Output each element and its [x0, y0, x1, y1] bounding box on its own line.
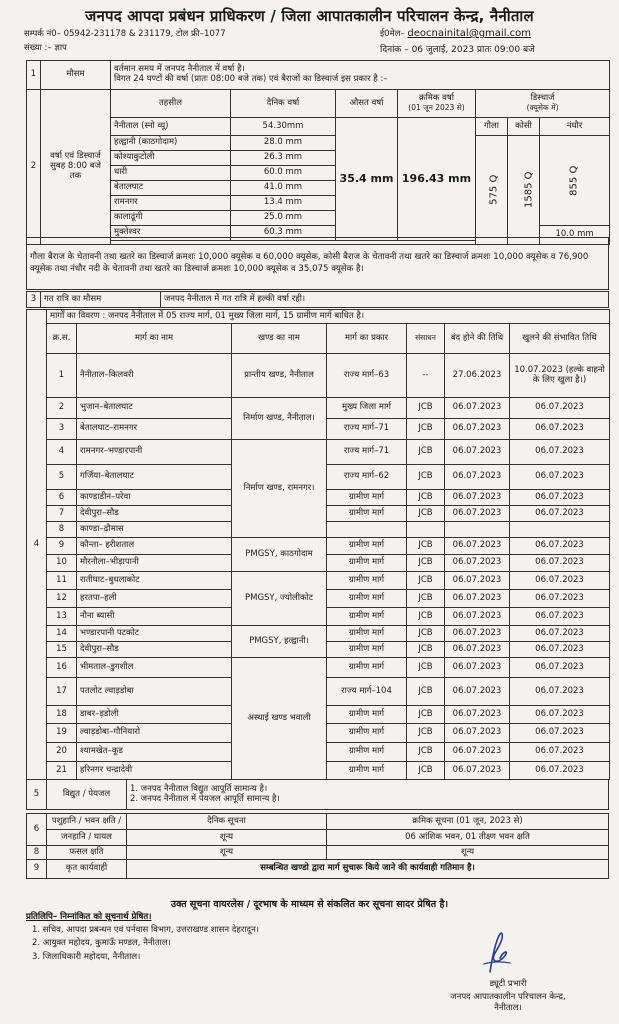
road-open-date: 06.07.2023 — [510, 572, 610, 590]
header-open: खुलने की संभावित तिथि — [510, 324, 610, 354]
road-closed-date: 06.07.2023 — [445, 490, 510, 506]
road-resource: JCB — [407, 538, 445, 555]
road-division: PMGSY, काठगोदाम — [232, 538, 327, 572]
road-type: ग्रामीण मार्ग — [327, 555, 407, 572]
header-cum-rain-label: क्रमिक वर्षा — [419, 93, 454, 104]
header-gaula: गौला — [476, 118, 508, 136]
road-closed-date: 06.07.2023 — [445, 626, 510, 642]
copy-to-title: प्रतिलिपि– निम्नांकित को सूचनार्थ प्रेषित। — [26, 912, 152, 922]
road-resource: JCB — [407, 398, 445, 419]
road-name: काण्डा–ढौमास — [77, 522, 232, 538]
road-resource: JCB — [407, 555, 445, 572]
road-sn: 2 — [47, 398, 77, 419]
road-resource: JCB — [407, 608, 445, 626]
road-name: भुजान–बेतालघाट — [77, 398, 232, 419]
road-type: ग्रामीण मार्ग — [327, 762, 407, 780]
contact-numbers: सम्पर्क नं0– 05942-231178 & 231179, टोल फ्री–1077 — [24, 29, 226, 39]
road-type: मुख्य जिला मार्ग — [327, 398, 407, 419]
header-discharge — [476, 90, 610, 118]
weather-rainfall-table — [26, 60, 610, 245]
road-open-date — [510, 522, 610, 538]
road-sn: 16 — [47, 658, 77, 678]
road-type: राज्य मार्ग–62 — [327, 465, 407, 490]
cum-damage-value: 06 आंशिक भवन, 01 तीक्ष्ण भवन क्षति — [327, 830, 609, 846]
tehsil-name: कोश्याकुटोली — [111, 151, 231, 166]
road-type: ग्रामीण मार्ग — [327, 658, 407, 678]
road-open-date: 06.07.2023 — [510, 678, 610, 706]
tehsil-rain: 54.30mm — [231, 118, 336, 136]
header-tehsil: तहसील — [111, 90, 231, 118]
road-resource: JCB — [407, 506, 445, 522]
tehsil-rain: 25.0 mm — [231, 211, 336, 226]
road-name: श्यामखेत–कूड — [77, 743, 232, 762]
road-name: नौना ब्यासी — [77, 608, 232, 626]
road-resource: JCB — [407, 590, 445, 608]
weather-24h-intro: विगत 24 घण्टों की वर्षा (प्रातः 08:00 बजे तक) एवं बैराजों का डिस्चार्ज इस प्रकार है :– — [114, 74, 388, 84]
services-table — [26, 779, 609, 810]
road-open-date: 06.07.2023 — [510, 538, 610, 555]
road-resource — [407, 522, 445, 538]
road-open-date: 06.07.2023 — [510, 490, 610, 506]
road-open-date: 06.07.2023 — [510, 555, 610, 572]
header-resource: संसाधन — [407, 324, 445, 354]
copy-to-item: 1. सचिव, आपदा प्रबन्धन एवं पर्नवास विभाग, उत्तराखण्ड शासन देहरादून। — [32, 925, 260, 936]
road-closed-date: 27.06.2023 — [445, 354, 510, 398]
road-sn: 7 — [47, 506, 77, 522]
road-sn: 10 — [47, 555, 77, 572]
tehsil-name: बेतालघाट — [111, 181, 231, 196]
road-open-date: 06.07.2023 — [510, 608, 610, 626]
road-open-date: 06.07.2023 — [510, 440, 610, 465]
damage-table — [26, 813, 609, 879]
road-name: भीमताल–डुगशील — [77, 658, 232, 678]
road-closed-date: 06.07.2023 — [445, 465, 510, 490]
nandhaur-discharge-value: 855 Q — [568, 165, 580, 196]
road-resource: JCB — [407, 762, 445, 780]
row4-number: 4 — [27, 310, 47, 780]
road-sn: 3 — [47, 419, 77, 440]
road-closed-date: 06.07.2023 — [445, 398, 510, 419]
tehsil-rain: 28.0 mm — [231, 136, 336, 151]
row3-label: गत रात्रि का मौसम — [41, 292, 161, 308]
tehsil-name: नैनीताल (स्नो व्यू) — [111, 118, 231, 136]
road-resource: JCB — [407, 440, 445, 465]
header-avg-rain: औसत वर्षा — [336, 90, 398, 118]
tehsil-rain: 13.4 mm — [231, 196, 336, 211]
road-closed-date: 06.07.2023 — [445, 658, 510, 678]
road-division: PMGSY, हल्द्वानी। — [232, 626, 327, 658]
road-division: अस्थाई खण्ड भवाली — [232, 658, 327, 780]
road-sn: 21 — [47, 762, 77, 780]
road-sn: 15 — [47, 642, 77, 658]
copy-to-item: 2. आयुक्त महोदय, कुमाऊँ मण्डल, नैनीताल। — [32, 938, 171, 949]
roads-summary: मार्गों का विवरण : जनपद नैनीताल में 05 राज्य मार्ग, 01 मुख्य जिला मार्ग, 15 ग्रामीण मार्ग बाधित है। — [47, 310, 610, 324]
road-sn: 5 — [47, 465, 77, 490]
road-closed-date: 06.07.2023 — [445, 440, 510, 465]
gaula-discharge-value: 575 Q — [488, 174, 500, 205]
road-resource: JCB — [407, 626, 445, 642]
crop-cum-value: शून्य — [327, 846, 609, 860]
road-closed-date: 06.07.2023 — [445, 572, 510, 590]
road-type: राज्य मार्ग–63 — [327, 354, 407, 398]
signatory-office: जनपद आपातकालीन परिचालन केन्द्र, — [450, 991, 566, 1002]
row5-number: 5 — [27, 780, 47, 810]
road-type: ग्रामीण मार्ग — [327, 590, 407, 608]
closing-note: उक्त सूचना वायरलेस / दूरभाष के माध्यम से संकलित कर सूचना सादर प्रेषित है। — [170, 899, 449, 910]
road-closed-date: 06.07.2023 — [445, 555, 510, 572]
row1-number: 1 — [27, 61, 41, 90]
header-cum-info: क्रमिक सूचना (01 जून, 2023 से) — [327, 814, 609, 830]
road-name: डाबर–ड़डोली — [77, 706, 232, 724]
handwritten-signature — [470, 928, 520, 978]
road-closed-date: 06.07.2023 — [445, 743, 510, 762]
road-sn: 14 — [47, 626, 77, 642]
tehsil-name: हल्द्वानी (काठगोदाम) — [111, 136, 231, 151]
road-resource: JCB — [407, 706, 445, 724]
road-division: निर्माण खण्ड, नैनीताल। — [232, 398, 327, 440]
nandhaur-discharge — [540, 136, 610, 226]
header-discharge-label: डिस्चार्ज — [530, 93, 555, 104]
electricity-status: 1. जनपद नैनीताल विद्युत आपूर्ति सामान्य है। — [130, 783, 268, 794]
road-name: देवीपुरा–सौड — [77, 642, 232, 658]
road-name: हरिनगर चन्द्रादेवी — [77, 762, 232, 780]
road-name: बेतालघाट–रामनगर — [77, 419, 232, 440]
road-type — [327, 522, 407, 538]
road-closed-date: 06.07.2023 — [445, 590, 510, 608]
road-open-date: 06.07.2023 — [510, 506, 610, 522]
row1-label: मौसम — [41, 61, 111, 90]
road-resource: JCB — [407, 465, 445, 490]
gaula-discharge — [476, 136, 508, 245]
road-resource: -- — [407, 354, 445, 398]
row8-number: 8 — [27, 846, 47, 860]
road-sn: 13 — [47, 608, 77, 626]
road-name: काण्डाडीन–परेवा — [77, 490, 232, 506]
road-open-date: 06.07.2023 — [510, 590, 610, 608]
road-sn: 11 — [47, 572, 77, 590]
road-division: PMGSY, ज्योलीकोट — [232, 572, 327, 626]
signatory-title: ड्यूटी प्रभारी — [489, 979, 527, 989]
tehsil-rain: 60.3 mm — [231, 226, 336, 241]
document-title: जनपद आपदा प्रबंधन प्राधिकरण / जिला आपातकालीन परिचालन केन्द्र, नैनीताल — [85, 7, 534, 25]
email-label: ई0मेल– — [380, 29, 405, 39]
road-division: निर्माण खण्ड, रामनगर। — [232, 440, 327, 538]
road-open-date: 06.07.2023 — [510, 419, 610, 440]
road-resource: JCB — [407, 419, 445, 440]
nandhaur-rain: 10.0 mm — [540, 226, 610, 245]
road-open-date: 06.07.2023 — [510, 642, 610, 658]
road-open-date: 06.07.2023 — [510, 398, 610, 419]
header-daily-rain: दैनिक वर्षा — [231, 90, 336, 118]
road-resource: JCB — [407, 678, 445, 706]
row9-label: कृत कार्यवाही — [47, 860, 127, 879]
warning-table — [26, 237, 609, 290]
daily-damage-value: शून्य — [127, 830, 327, 846]
road-division: प्रान्तीय खण्ड, नैनीताल — [232, 354, 327, 398]
header-type: मार्ग का प्रकार — [327, 324, 407, 354]
tehsil-rain: 26.3 mm — [231, 151, 336, 166]
tehsil-rain: 41.0 mm — [231, 181, 336, 196]
road-open-date: 06.07.2023 — [510, 626, 610, 642]
road-resource: JCB — [407, 658, 445, 678]
road-type: राज्य मार्ग–104 — [327, 678, 407, 706]
header-sn: क्र.स. — [47, 324, 77, 354]
road-resource: JCB — [407, 642, 445, 658]
road-closed-date: 06.07.2023 — [445, 642, 510, 658]
road-closed-date: 06.07.2023 — [445, 608, 510, 626]
road-sn: 20 — [47, 743, 77, 762]
row1-text — [111, 61, 610, 90]
road-type: ग्रामीण मार्ग — [327, 626, 407, 642]
water-status: 2. जनपद नैनीताल में पेयजल आपूर्ति सामान्य है। — [130, 793, 280, 804]
road-type: राज्य मार्ग–71 — [327, 419, 407, 440]
road-type: ग्रामीण मार्ग — [327, 608, 407, 626]
road-resource: JCB — [407, 743, 445, 762]
road-closed-date: 06.07.2023 — [445, 762, 510, 780]
row9-number: 9 — [27, 860, 47, 879]
road-name: पतलोट ल्वाड़डोबा — [77, 678, 232, 706]
report-date: दिनांक – 06 जुलाई, 2023 प्रातः 09:00 बजे — [380, 45, 535, 55]
road-type: ग्रामीण मार्ग — [327, 490, 407, 506]
last-night-table — [26, 291, 609, 308]
header-daily-info: दैनिक सूचना — [127, 814, 327, 830]
road-name: गर्जिया–बेतालघाट — [77, 465, 232, 490]
road-sn: 6 — [47, 490, 77, 506]
roads-table — [26, 309, 610, 780]
action-taken: सम्बन्धित खण्डो द्वारा मार्ग सुचारू किये जाने की कार्यवाही गतिमान है। — [127, 860, 609, 879]
header-nandhaur: नंधौर — [540, 118, 610, 136]
crop-daily-value: शून्य — [127, 846, 327, 860]
header-road: मार्ग का नाम — [77, 324, 232, 354]
road-open-date: 06.07.2023 — [510, 658, 610, 678]
row3-text: जनपद नैनीताल में गत रात्रि में हल्की वर्षा रही। — [161, 292, 609, 308]
tehsil-rain: 60.0 mm — [231, 166, 336, 181]
copy-to-item: 3. जिलाधिकारी महोदया, नैनीताल। — [32, 951, 141, 962]
road-open-date: 06.07.2023 — [510, 706, 610, 724]
road-resource: JCB — [407, 724, 445, 743]
road-sn: 9 — [47, 538, 77, 555]
barrage-warning: गौला बैराज के चेतावनी तथा खतरे का डिस्चार्ज क्रमशः 10,000 क्यूसेक व 60,000 क्यूसेक, कोसी बैराज के चेतावनी तथा खतरे का डिस्चार्ज क्रमशः 10,000 क्यूसेक व 76,900 क्यूसेक तथा नंधौर नदी के चेतावनी तथा खतरे का डिस्चार्ज क्रमशः 10,000 क्यूसेक व 35,075 क्यूसेक है। — [27, 238, 609, 290]
road-type: ग्रामीण मार्ग — [327, 538, 407, 555]
road-sn: 17 — [47, 678, 77, 706]
road-resource: JCB — [407, 572, 445, 590]
road-open-date: 06.07.2023 — [510, 743, 610, 762]
road-sn: 18 — [47, 706, 77, 724]
row6-number: 6 — [27, 814, 47, 846]
header-cum-rain-sub: (01 जून 2023 से) — [408, 103, 465, 113]
road-type: ग्रामीण मार्ग — [327, 706, 407, 724]
avg-rain-value: 35.4 mm — [336, 118, 398, 241]
cum-rain-value: 196.43 mm — [398, 118, 476, 241]
email-line — [380, 28, 531, 39]
row6-label-2: जनहानि / घायल — [47, 830, 127, 846]
weather-current: वर्तमान समय में जनपद नैनीताल में वर्षा है। — [114, 64, 245, 75]
road-type: ग्रामीण मार्ग — [327, 506, 407, 522]
header-closed: बंद होने की तिथि — [445, 324, 510, 354]
road-closed-date: 06.07.2023 — [445, 724, 510, 743]
road-resource: JCB — [407, 490, 445, 506]
road-name: रातीघाट–बुधलाकोट — [77, 572, 232, 590]
road-closed-date — [445, 522, 510, 538]
road-type: ग्रामीण मार्ग — [327, 743, 407, 762]
copy-to — [26, 911, 259, 964]
tehsil-name: कालाढूंगी — [111, 211, 231, 226]
road-closed-date: 06.07.2023 — [445, 538, 510, 555]
road-sn: 1 — [47, 354, 77, 398]
tehsil-name: धारी — [111, 166, 231, 181]
road-sn: 19 — [47, 724, 77, 743]
header-cum-rain — [398, 90, 476, 118]
road-type: ग्रामीण मार्ग — [327, 724, 407, 743]
road-closed-date: 06.07.2023 — [445, 419, 510, 440]
row5-text — [127, 780, 609, 810]
row6-label-1: पशुहानि / भवन क्षति / — [47, 814, 127, 830]
header-division: खण्ड का नाम — [232, 324, 327, 354]
road-type: राज्य मार्ग–71 — [327, 440, 407, 465]
header-discharge-sub: (क्यूसेक में) — [526, 103, 559, 113]
road-name: भण्डारपानी पटकोट — [77, 626, 232, 642]
road-open-date: 06.07.2023 — [510, 762, 610, 780]
kosi-discharge-value: 1585 Q — [523, 171, 535, 209]
road-name: देवीपुरा–सौड — [77, 506, 232, 522]
tehsil-name: मुक्तेश्वर — [111, 226, 231, 241]
signatory-location: नैनीताल। — [494, 1002, 522, 1013]
road-sn: 8 — [47, 522, 77, 538]
kosi-discharge — [508, 136, 540, 245]
road-sn: 12 — [47, 590, 77, 608]
row2-label: वर्षा एवं डिस्चार्ज सुबह 8:00 बजे तक — [41, 90, 111, 245]
tehsil-name: रामनगर — [111, 196, 231, 211]
road-open-date: 10.07.2023 (हल्के वाहनो के लिए खुला है।) — [510, 354, 610, 398]
email-address: deocnainital@gmail.com — [407, 28, 532, 39]
road-name: ल्वाड़डोबा–गौनियारो — [77, 724, 232, 743]
road-name: कौन्ता– हरीशताल — [77, 538, 232, 555]
signature-block — [418, 978, 598, 1012]
road-name: मौरनौला–भीड़ापानी — [77, 555, 232, 572]
road-sn: 4 — [47, 440, 77, 465]
road-open-date: 06.07.2023 — [510, 465, 610, 490]
road-name: नैनीताल–किलवरी — [77, 354, 232, 398]
row2-number: 2 — [27, 90, 41, 245]
reference-number: संख्या :– ज्ञाप — [24, 43, 67, 53]
row8-label: फसल क्षति — [47, 846, 127, 860]
row5-label: विद्युत / पेयजल — [47, 780, 127, 810]
road-open-date: 06.07.2023 — [510, 724, 610, 743]
row3-number: 3 — [27, 292, 41, 308]
header-kosi: कोसी — [508, 118, 540, 136]
road-name: हरतपा–हली — [77, 590, 232, 608]
road-name: रामनगर–भण्डारपानी — [77, 440, 232, 465]
road-type: ग्रामीण मार्ग — [327, 572, 407, 590]
road-closed-date: 06.07.2023 — [445, 678, 510, 706]
road-type: ग्रामीण मार्ग — [327, 642, 407, 658]
road-closed-date: 06.07.2023 — [445, 506, 510, 522]
road-closed-date: 06.07.2023 — [445, 706, 510, 724]
